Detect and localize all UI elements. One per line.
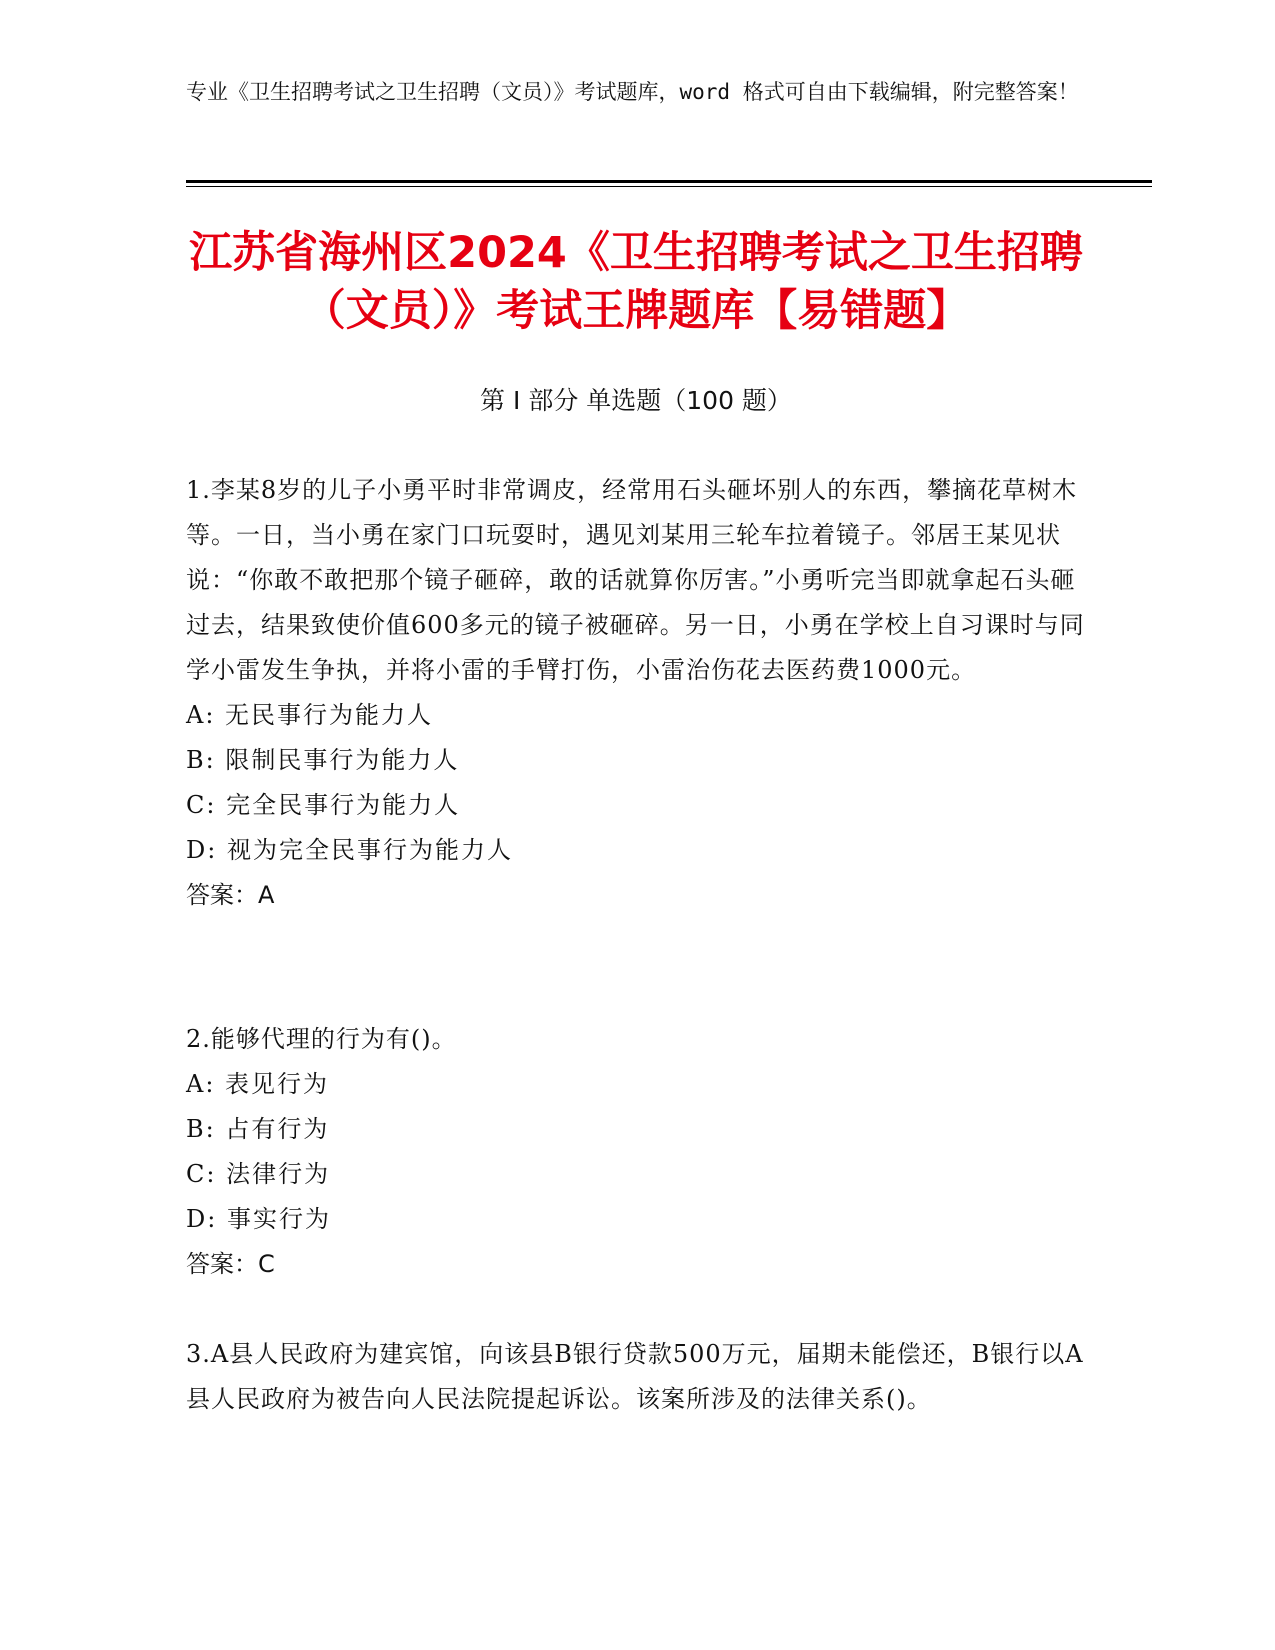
option-d: D: 视为完全民事行为能力人 — [186, 836, 513, 864]
answer-line: 答案：C — [186, 1250, 275, 1278]
question-1 — [186, 468, 1086, 918]
question-stem: 2.能够代理的行为有()。 — [186, 1025, 457, 1053]
answer-line: 答案：A — [186, 881, 275, 909]
option-a: A: 表见行为 — [186, 1070, 330, 1098]
header-divider — [186, 180, 1152, 183]
header-note: 专业《卫生招聘考试之卫生招聘（文员）》考试题库，word 格式可自由下载编辑，附完整答案！ — [186, 80, 1079, 104]
question-2 — [186, 1017, 1086, 1287]
header-divider-thin — [186, 186, 1152, 187]
question-3 — [186, 1332, 1086, 1422]
question-stem: 1.李某8岁的儿子小勇平时非常调皮，经常用石头砸坏别人的东西，攀摘花草树木等。一日，当小勇在家门口玩耍时，遇见刘某用三轮车拉着镜子。邻居王某见状说：“你敢不敢把那个镜子砸碎，敢的话就算你厉害。”小勇听完当即就拿起石头砸过去，结果致使价值600多元的镜子被砸碎。另一日，小勇在学校上自习课时与同学小雷发生争执，并将小雷的手臂打伤，小雷治伤花去医药费1000元。 — [186, 476, 1085, 684]
document-title: 江苏省海州区2024《卫生招聘考试之卫生招聘（文员）》考试王牌题库【易错题】 — [189, 228, 1083, 336]
section-heading: 第 I 部分 单选题（100 题） — [480, 386, 792, 415]
question-stem: 3.A县人民政府为建宾馆，向该县B银行贷款500万元，届期未能偿还，B银行以A县人民政府为被告向人民法院提起诉讼。该案所涉及的法律关系()。 — [186, 1340, 1084, 1413]
option-c: C: 完全民事行为能力人 — [186, 791, 461, 819]
option-d: D: 事实行为 — [186, 1205, 331, 1233]
option-a: A: 无民事行为能力人 — [186, 701, 434, 729]
option-c: C: 法律行为 — [186, 1160, 331, 1188]
option-b: B: 限制民事行为能力人 — [186, 746, 460, 774]
option-b: B: 占有行为 — [186, 1115, 330, 1143]
